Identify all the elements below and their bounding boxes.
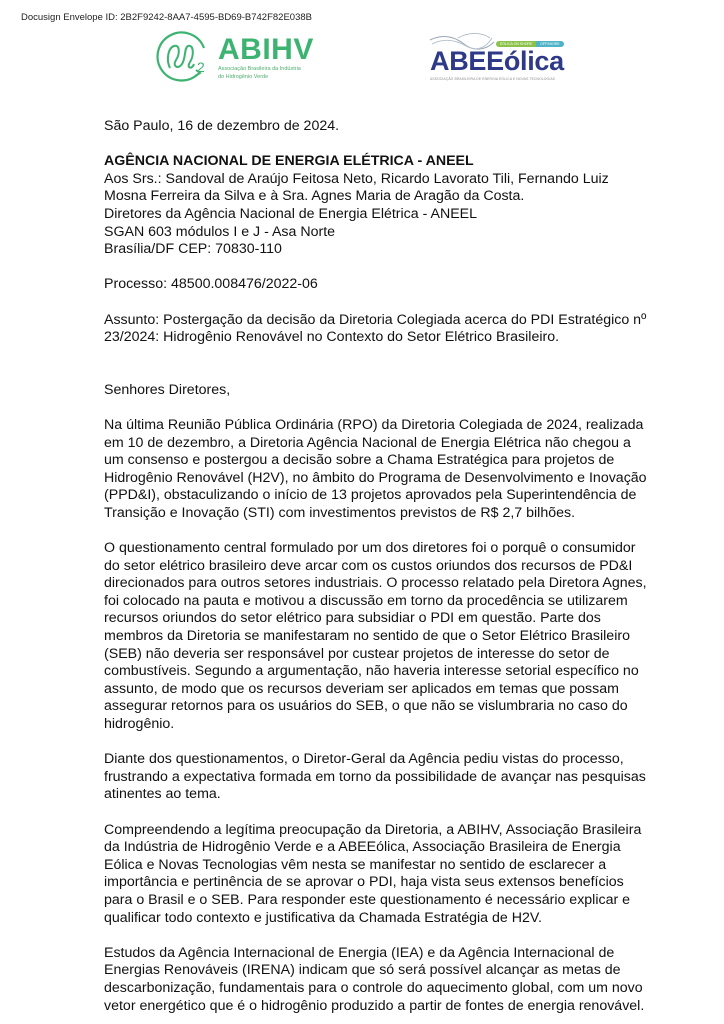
paragraph-vistas: [104, 751, 644, 804]
paragraph-line: Na última Reunião Pública Ordinária (RPO) da Diretoria Colegiada de 2024, realizada: [104, 416, 644, 433]
abihv-logo: [154, 30, 314, 86]
letter-date: São Paulo, 16 de dezembro de 2024.: [104, 118, 340, 134]
subject: [104, 311, 647, 347]
h2-molecule-icon: [154, 30, 214, 86]
recipient-block: [104, 153, 644, 259]
paragraph-studies: [104, 945, 644, 1015]
abihv-text: [218, 35, 314, 81]
paragraph-line: Compreendendo a legítima preocupação da Diretoria, a ABIHV, Associação Brasileira: [104, 821, 642, 838]
paragraph-line: frustrando a expectativa formada em torno da possibilidade de avançar nas pesquisas: [104, 768, 646, 785]
paragraph-line: da Indústria de Hidrogênio Verde e a ABEEólica, Associação Brasileira de Energia: [104, 839, 621, 856]
recipient-line: Diretores da Agência Nacional de Energia Elétrica - ANEEL: [104, 205, 478, 222]
paragraph-line: importância e pertinência de se aprovar o PDI, haja vista seus extensos benefícios: [104, 874, 624, 891]
recipient-line: Brasília/DF CEP: 70830-110: [104, 241, 282, 258]
process-number: Processo: 48500.008476/2022-06: [104, 276, 318, 293]
abihv-subtitle-line1: Associação Brasileira da Indústria: [218, 66, 301, 72]
paragraph-line: Estudos da Agência Internacional de Energia (IEA) e da Agência Internacional de: [104, 944, 615, 961]
recipient-line: Mosna Ferreira da Silva e à Sra. Agnes Maria de Aragão da Costa.: [104, 188, 525, 205]
paragraph-line: atinentes ao tema.: [104, 786, 221, 803]
paragraph-rpo: [104, 416, 647, 523]
paragraph-line: direcionados para outros setores industriais. O processo relatado pela Diretora Agnes,: [104, 575, 647, 592]
offshore-tag: OFFSHORE: [536, 41, 563, 47]
subject-line: Assunto: Postergação da decisão da Diretoria Colegiada acerca do PDI Estratégico nº: [104, 311, 647, 328]
paragraph-line: do setor elétrico brasileiro deve arcar com os custos oriundos dos recursos de PD&I: [104, 557, 633, 574]
paragraph-line: recursos oriundos do setor elétrico para subsidiar o PDI em questão. Parte dos: [104, 610, 601, 627]
abihv-name: ABIHV: [218, 33, 314, 66]
paragraph-line: para o Brasil e o SEB. Para responder este questionamento é necessário explicar e: [104, 891, 631, 908]
paragraph-line: Hidrogênio Renovável (H2V), no âmbito do Programa de Desenvolvimento e Inovação: [104, 469, 647, 486]
recipient-line: SGAN 603 módulos I e J - Asa Norte: [104, 223, 336, 240]
paragraph-line: em 10 de dezembro, a Diretoria Agência Nacional de Energia Elétrica não chegou a: [104, 434, 631, 451]
paragraph-line: hidrogênio.: [104, 716, 175, 732]
paragraph-line: foi colocado na pauta e motivou a discussão em torno da procedência se utilizarem: [104, 592, 628, 609]
paragraph-line: membros da Diretoria se manifestaram no sentido de que o Setor Elétrico Brasileiro: [104, 628, 630, 645]
paragraph-questioning: [104, 540, 647, 734]
paragraph-line: Diante dos questionamentos, o Diretor-Geral da Agência pediu vistas do processo,: [104, 751, 624, 768]
paragraph-line: assegurar retornos para os usuários do SEB, o que não se vislumbraria no caso do: [104, 698, 628, 715]
paragraph-line: descarbonização, fundamentais para o controle do aquecimento global, com um novo: [104, 979, 643, 996]
paragraph-line: vetor energético que é o hidrogênio produzido a partir de fontes de energia renovável.: [104, 997, 645, 1014]
onshore-tag: EÓLICA ON SHORE: [496, 41, 536, 47]
subject-line: 23/2024: Hidrogênio Renovável no Contexto do Setor Elétrico Brasileiro.: [104, 329, 560, 346]
docusign-envelope-id: Docusign Envelope ID: 2B2F9242-8AA7-4595-BD69-B742F82E038B: [21, 12, 312, 23]
paragraph-line: Energias Renováveis (IRENA) indicam que só será possível alcançar as metas de: [104, 962, 621, 979]
paragraph-line: um consenso e postergou a decisão sobre a Chama Estratégica para projetos de: [104, 452, 615, 469]
salutation: Senhores Diretores,: [104, 381, 231, 398]
paragraph-line: O questionamento central formulado por um dos diretores foi o porquê o consumidor: [104, 540, 636, 557]
letter-body: [104, 118, 647, 1015]
abeeolica-name: ABEEólica: [430, 46, 564, 76]
paragraph-line: Eólica e Novas Tecnologias vêm nesta se manifestar no sentido de esclarecer a: [104, 856, 607, 873]
paragraph-line: combustíveis. Segundo a argumentação, não haveria interesse setorial específico no: [104, 663, 639, 680]
svg-text:2: 2: [197, 59, 205, 75]
abeeolica-subtitle: ASSOCIAÇÃO BRASILEIRA DE ENERGIA EÓLICA E NOVAS TECNOLOGIAS: [430, 77, 556, 81]
paragraph-line: qualificar todo contexto e justificativa da Chamada Estratégia de H2V.: [104, 909, 542, 926]
recipient-line: Aos Srs.: Sandoval de Araújo Feitosa Neto, Ricardo Lavorato Tili, Fernando Luiz: [104, 170, 609, 187]
abihv-subtitle-line2: do Hidrogênio Verde: [218, 74, 269, 80]
recipient-agency: AGÊNCIA NACIONAL DE ENERGIA ELÉTRICA - ANEEL: [104, 153, 474, 170]
paragraph-line: assunto, de modo que os recursos deveriam ser aplicados em temas que possam: [104, 680, 619, 697]
paragraph-line: (PPD&I), obstaculizando o início de 13 projetos aprovados pela Superintendência de: [104, 487, 637, 504]
abeeolica-logo: [428, 32, 564, 84]
paragraph-line: Transição e Inovação (STI) com investimentos previstos de R$ 2,7 bilhões.: [104, 504, 576, 521]
paragraph-line: (SEB) não deveria ser responsável por custear projetos de interesse do setor de: [104, 645, 610, 662]
paragraph-associations: [104, 822, 644, 928]
